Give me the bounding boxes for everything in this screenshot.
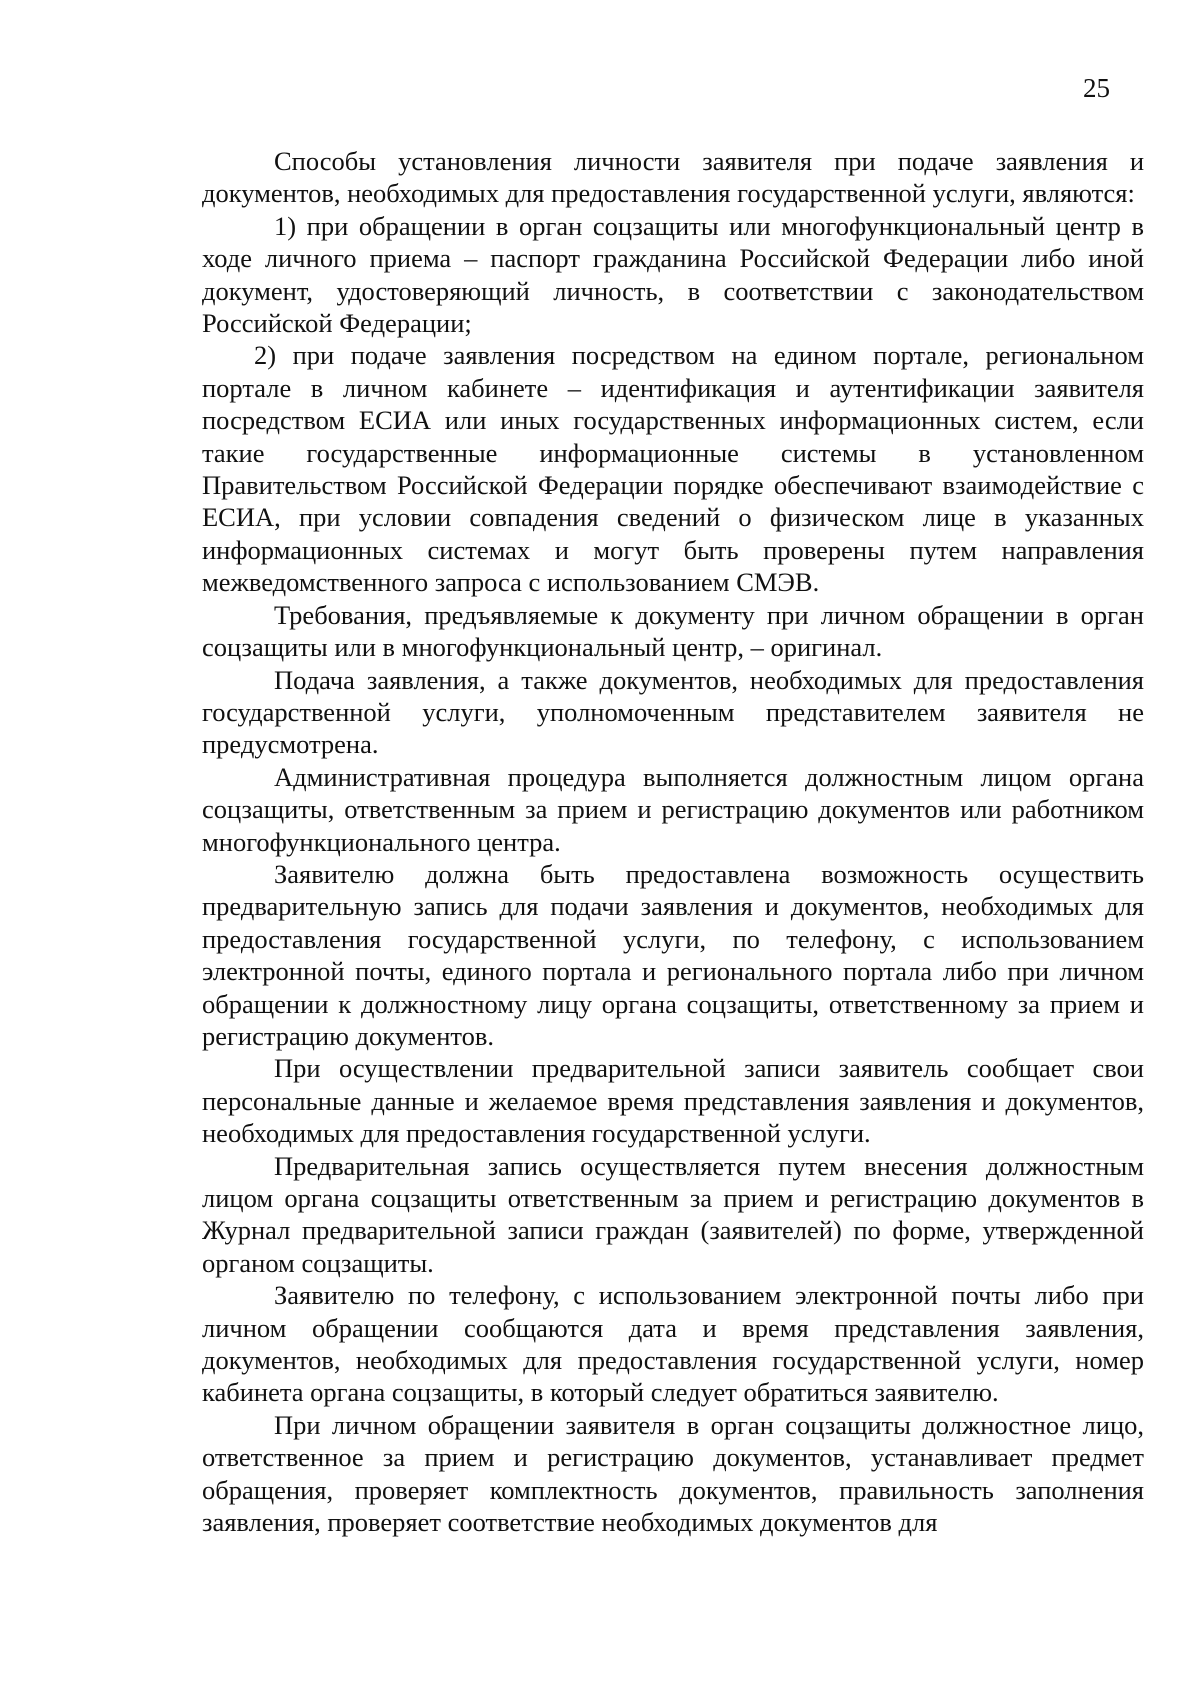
document-body xyxy=(202,145,1144,1538)
paragraph-representative: Подача заявления, а также документов, необходимых для предоставления государственной услуги, уполномоченным представителем заявителя не предусмотрена. xyxy=(202,664,1144,760)
paragraph-document-requirements: Требования, предъявляемые к документу при личном обращении в орган соцзащиты или в многофункциональный центр, – оригинал. xyxy=(202,599,1144,663)
paragraph-item-personal-visit: 1) при обращении в орган соцзащиты или многофункциональный центр в ходе личного приема – паспорт гражданина Российской Федерации либо иной документ, удостоверяющий личность, в соответствии с законодательством Российской Федерации; xyxy=(202,210,1144,339)
paragraph-booking-journal: Предварительная запись осуществляется путем внесения должностным лицом органа соцзащиты ответственным за прием и регистрацию документов в Журнал предварительной записи граждан (заявителей) по форме, утвержденной органом соцзащиты. xyxy=(202,1150,1144,1278)
paragraph-preliminary-booking: Заявителю должна быть предоставлена возможность осуществить предварительную запись для подачи заявления и документов, необходимых для предоставления государственной услуги, по телефону, с использованием электронной почты, единого портала и регионального портала либо при личном обращении к должностному лицу органа соцзащиты, ответственному за прием и регистрацию документов. xyxy=(202,858,1144,1051)
paragraph-procedure-executor: Административная процедура выполняется должностным лицом органа соцзащиты, ответственным за прием и регистрацию документов или работником многофункционального центра. xyxy=(202,761,1144,857)
paragraph-personal-data: При осуществлении предварительной записи заявитель сообщает свои персональные данные и желаемое время представления заявления и документов, необходимых для предоставления государственной услуги. xyxy=(202,1053,1144,1149)
paragraph-personal-visit-check: При личном обращении заявителя в орган соцзащиты должностное лицо, ответственное за прием и регистрацию документов, устанавливает предмет обращения, проверяет комплектность документов, правильность заполнения заявления, проверяет соответствие необходимых документов для xyxy=(202,1409,1144,1538)
paragraph-identification-methods: Способы установления личности заявителя при подаче заявления и документов, необходимых для предоставления государственной услуги, являются: xyxy=(202,146,1144,209)
page-number: 25 xyxy=(1083,73,1110,103)
paragraph-appointment-notice: Заявителю по телефону, с использованием электронной почты либо при личном обращении сообщаются дата и время представления заявления, документов, необходимых для предоставления государственной услуги, номер кабинета органа соцзащиты, в который следует обратиться заявителю. xyxy=(202,1280,1144,1408)
paragraph-item-portal: 2) при подаче заявления посредством на едином портале, региональном портале в личном кабинете – идентификация и аутентификации заявителя посредством ЕСИА или иных государственных информационных систем, если такие государственные информационные системы в установленном Правительством Российской Федерации порядке обеспечивают взаимодействие с ЕСИА, при условии совпадения сведений о физическом лице в указанных информационных системах и могут быть проверены путем направления межведомственного запроса с использованием СМЭВ. xyxy=(202,340,1144,598)
